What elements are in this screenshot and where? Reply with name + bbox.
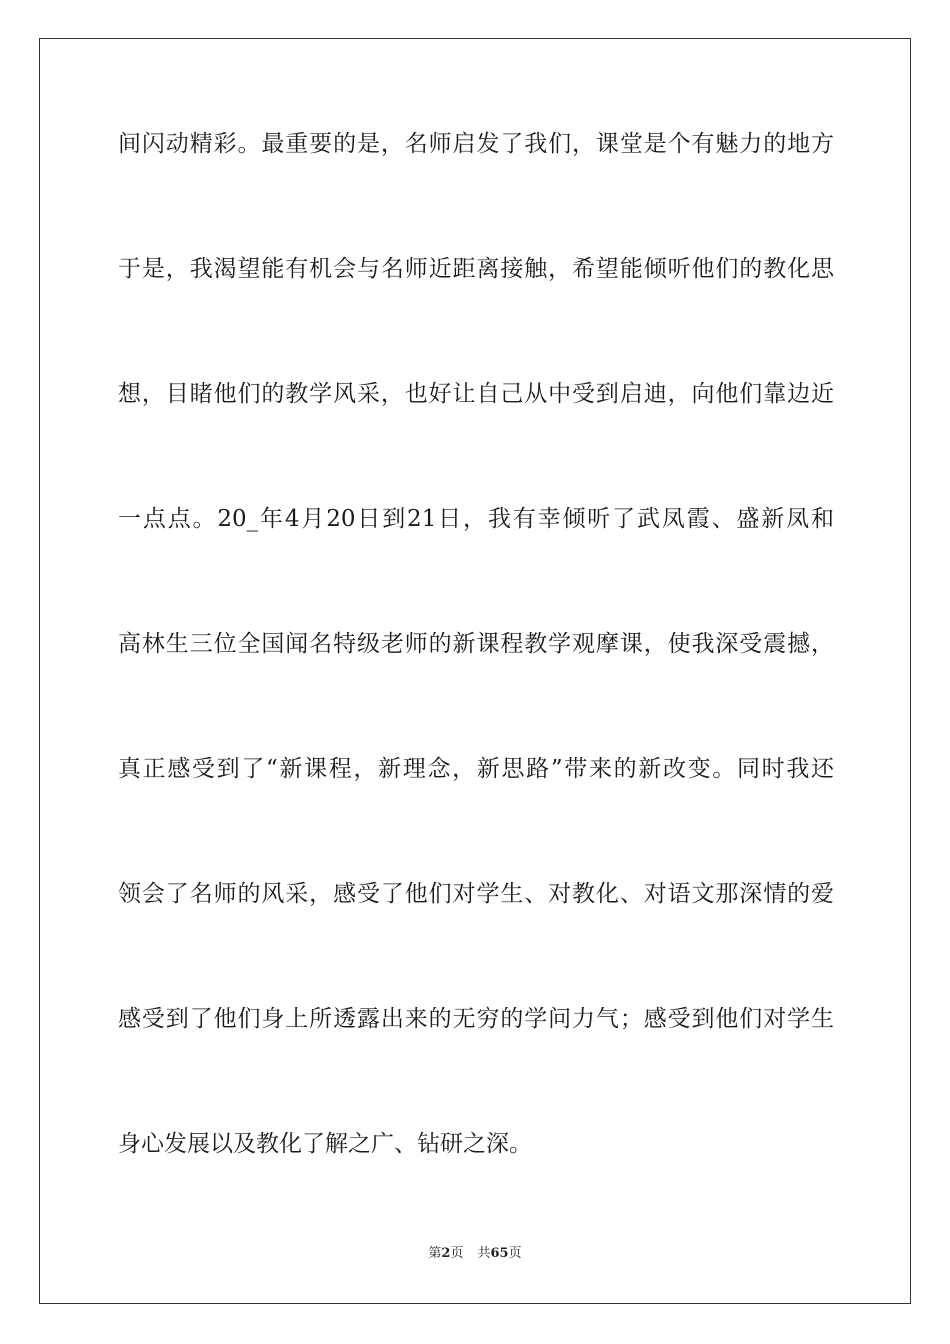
- page-prefix: 第: [428, 1246, 442, 1261]
- total-prefix: 共: [477, 1246, 491, 1261]
- text-line: 真正感受到了“新课程，新理念，新思路”带来的新改变。同时我还: [118, 756, 834, 782]
- page-footer: [0, 1245, 950, 1263]
- page-number: 2: [441, 1246, 451, 1261]
- text-line: 领会了名师的风采，感受了他们对学生、对教化、对语文那深情的爱: [118, 881, 834, 907]
- text-line: 一点点。20_年4月20日到21日，我有幸倾听了武凤霞、盛新凤和: [118, 506, 834, 532]
- text-line: 想，目睹他们的教学风采，也好让自己从中受到启迪，向他们靠边近: [118, 381, 834, 407]
- text-line: 于是，我渴望能有机会与名师近距离接触，希望能倾听他们的教化思: [118, 256, 834, 282]
- page-suffix: 页: [450, 1246, 464, 1261]
- text-line-last: 身心发展以及教化了解之广、钻研之深。: [118, 1131, 532, 1157]
- text-line: 高林生三位全国闻名特级老师的新课程教学观摩课，使我深受震撼，: [118, 631, 834, 657]
- total-pages: 65: [490, 1246, 509, 1261]
- page-border: [39, 38, 911, 1304]
- text-line: 间闪动精彩。最重要的是，名师启发了我们，课堂是个有魅力的地方: [118, 131, 834, 157]
- text-line: 感受到了他们身上所透露出来的无穷的学问力气；感受到他们对学生: [118, 1006, 834, 1032]
- total-suffix: 页: [508, 1246, 522, 1261]
